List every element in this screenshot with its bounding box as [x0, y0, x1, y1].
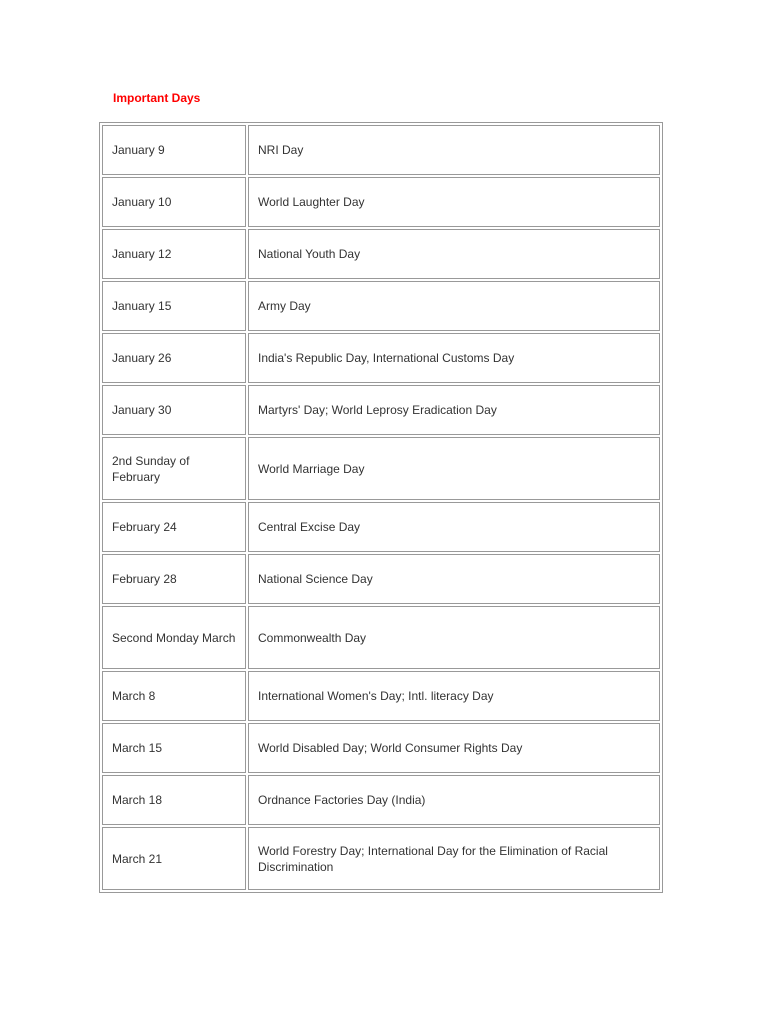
date-cell: February 24	[102, 502, 246, 552]
date-cell: January 15	[102, 281, 246, 331]
date-cell: January 26	[102, 333, 246, 383]
event-cell: Commonwealth Day	[248, 606, 660, 669]
event-cell: World Forestry Day; International Day for the Elimination of Racial Discrimination	[248, 827, 660, 890]
table-row	[102, 125, 660, 175]
table-row	[102, 723, 660, 773]
date-cell: March 8	[102, 671, 246, 721]
table-row	[102, 554, 660, 604]
table-row	[102, 177, 660, 227]
event-cell: National Science Day	[248, 554, 660, 604]
date-cell: 2nd Sunday of February	[102, 437, 246, 500]
date-cell: Second Monday March	[102, 606, 246, 669]
event-cell: India's Republic Day, International Customs Day	[248, 333, 660, 383]
event-cell: World Marriage Day	[248, 437, 660, 500]
table-row	[102, 229, 660, 279]
date-cell: January 10	[102, 177, 246, 227]
event-cell: National Youth Day	[248, 229, 660, 279]
table-row	[102, 606, 660, 669]
date-cell: January 30	[102, 385, 246, 435]
table-row	[102, 333, 660, 383]
date-cell: February 28	[102, 554, 246, 604]
table-row	[102, 437, 660, 500]
table-row	[102, 385, 660, 435]
event-cell: NRI Day	[248, 125, 660, 175]
event-cell: Martyrs' Day; World Leprosy Eradication Day	[248, 385, 660, 435]
event-cell: World Disabled Day; World Consumer Rights Day	[248, 723, 660, 773]
date-cell: January 12	[102, 229, 246, 279]
event-cell: World Laughter Day	[248, 177, 660, 227]
date-cell: March 15	[102, 723, 246, 773]
table-row	[102, 827, 660, 890]
date-cell: January 9	[102, 125, 246, 175]
page-title: Important Days	[113, 91, 201, 105]
event-cell: International Women's Day; Intl. literacy Day	[248, 671, 660, 721]
date-cell: March 21	[102, 827, 246, 890]
table-row	[102, 671, 660, 721]
important-days-table	[99, 122, 663, 893]
event-cell: Central Excise Day	[248, 502, 660, 552]
event-cell: Army Day	[248, 281, 660, 331]
table-row	[102, 281, 660, 331]
date-cell: March 18	[102, 775, 246, 825]
table-row	[102, 775, 660, 825]
event-cell: Ordnance Factories Day (India)	[248, 775, 660, 825]
table-row	[102, 502, 660, 552]
